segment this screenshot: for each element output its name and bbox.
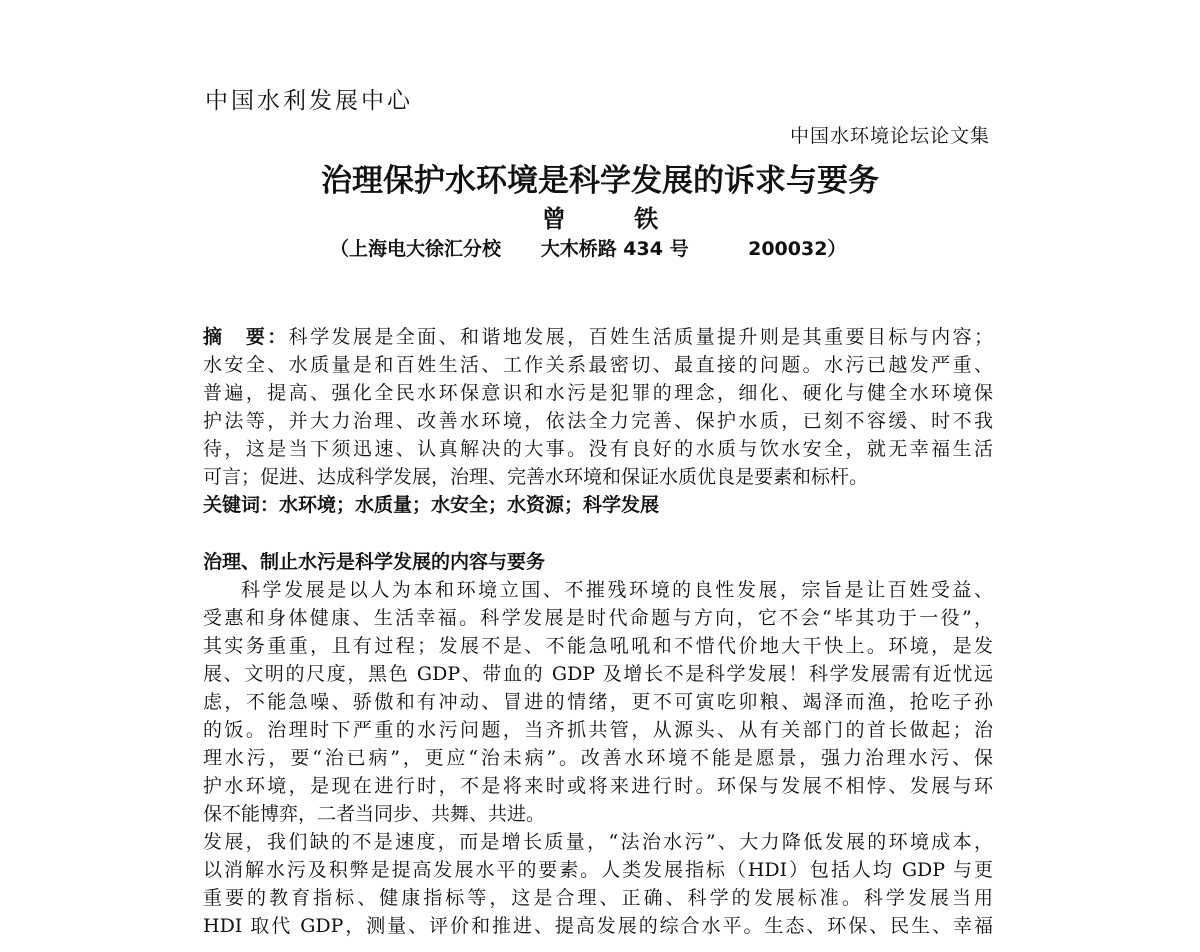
body-line: HDI 取代 GDP，测量、评价和推进、提高发展的综合水平。生态、环保、民生、幸福 — [203, 915, 993, 937]
author-affiliation: （上海电大徐汇分校 大木桥路 434 号 200032） — [330, 238, 847, 260]
body-line: 展、文明的尺度，黑色 GDP、带血的 GDP 及增长不是科学发展！科学发展需有近忧远 — [203, 663, 993, 685]
article-title: 治理保护水环境是科学发展的诉求与要务 — [321, 163, 879, 199]
keywords — [203, 491, 993, 519]
abstract-line: 水安全、水质量是和百姓生活、工作关系最密切、最直接的问题。水污已越发严重、 — [203, 354, 993, 376]
abstract — [203, 323, 993, 519]
body-line: 以消解水污及积弊是提高发展水平的要素。人类发展指标（HDI）包括人均 GDP 与更 — [203, 859, 993, 881]
organization-header: 中国水利发展中心 — [205, 88, 413, 114]
keywords-list: 水环境；水质量；水安全；水资源；科学发展 — [279, 494, 660, 516]
article-author: 曾 铁 — [541, 205, 659, 233]
abstract-line: 普遍，提高、强化全民水环保意识和水污是犯罪的理念，细化、硬化与健全水环境保 — [203, 382, 993, 404]
keywords-label: 关键词： — [203, 494, 280, 516]
body-line: 发展，我们缺的不是速度，而是增长质量，“法治水污”、大力降低发展的环境成本， — [203, 831, 993, 853]
body-line: 保不能博弈，二者当同步、共舞、共进。 — [203, 803, 546, 825]
body-line: 理水污，要“治已病”，更应“治未病”。改善水环境不能是愿景，强力治理水污、保 — [203, 747, 993, 769]
abstract-line: 可言；促进、达成科学发展，治理、完善水环境和保证水质优良是要素和标杆。 — [203, 466, 869, 488]
collection-name: 中国水环境论坛论文集 — [789, 125, 990, 147]
abstract-line: 护法等，并大力治理、改善水环境，依法全力完善、保护水质，已刻不容缓、时不我 — [203, 410, 993, 432]
body-line: 其实务重重，且有过程；发展不是、不能急吼吼和不惜代价地大干快上。环境，是发 — [203, 635, 993, 657]
abstract-label: 摘 要： — [203, 326, 289, 348]
section-heading: 治理、制止水污是科学发展的内容与要务 — [203, 551, 546, 573]
body-line: 的饭。治理时下严重的水污问题，当齐抓共管，从源头、从有关部门的首长做起；治 — [203, 719, 993, 741]
body-line: 科学发展是以人为本和环境立国、不摧残环境的良性发展，宗旨是让百姓受益、 — [241, 579, 993, 601]
body-line: 重要的教育指标、健康指标等，这是合理、正确、科学的发展标准。科学发展当用 — [203, 887, 993, 909]
body-line: 护水环境，是现在进行时，不是将来时或将来进行时。环保与发展不相悖、发展与环 — [203, 775, 993, 797]
body-line: 虑，不能急噪、骄傲和有冲动、冒进的情绪，更不可寅吃卯粮、竭泽而渔，抢吃子孙 — [203, 691, 993, 713]
abstract-line: 待，这是当下须迅速、认真解决的大事。没有良好的水质与饮水安全，就无幸福生活 — [203, 438, 993, 460]
body-line: 受惠和身体健康、生活幸福。科学发展是时代命题与方向，它不会“毕其功于一役”， — [203, 607, 993, 629]
abstract-line: 摘 要：科学发展是全面、和谐地发展，百姓生活质量提升则是其重要目标与内容； — [203, 326, 993, 348]
body-section — [203, 548, 993, 940]
